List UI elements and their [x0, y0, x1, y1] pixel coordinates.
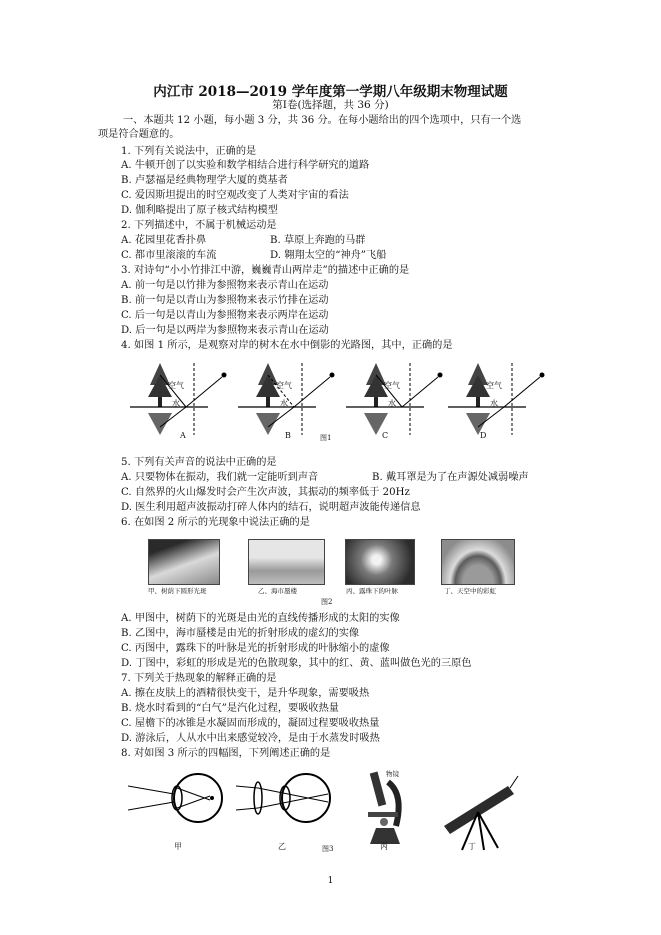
q7-option-b: B. 烧水时看到的“白气”是汽化过程，要吸收热量 [121, 703, 339, 714]
q1-stem: 1. 下列有关说法中，正确的是 [121, 146, 257, 157]
page-number: 1 [327, 876, 334, 886]
q2-option-b: B. 草原上奔跑的马群 [270, 235, 366, 246]
intro-line-1: 一、本题共 12 小题，每小题 3 分，共 36 分。在每小题给出的四个选项中，只有一个选 [123, 115, 522, 126]
section-subtitle: 第Ⅰ卷(选择题，共 36 分) [272, 99, 389, 111]
q1-option-a: A. 牛顿开创了以实验和数学相结合进行科学研究的道路 [121, 160, 370, 171]
figure-3-optics [128, 764, 548, 852]
fig2-caption-1: 甲、树荫下圆形光斑 [148, 587, 207, 595]
q3-stem: 3. 对诗句“小小竹排江中游，巍巍青山两岸走”的描述中正确的是 [121, 265, 410, 276]
intro-line-2: 项是符合题意的。 [98, 129, 180, 140]
q5-option-c: C. 自然界的火山爆发时会产生次声波，其振动的频率低于 20Hz [121, 487, 410, 498]
q8-stem: 8. 对如图 3 所示的四幅图，下列阐述正确的是 [121, 748, 331, 759]
q2-option-a: A. 花园里花香扑鼻 [121, 235, 207, 246]
page-title: 内江市 2018—2019 学年度第一学期八年级期末物理试题 [153, 84, 508, 100]
q1-option-b: B. 卢瑟福是经典物理学大厦的奠基者 [121, 175, 288, 186]
fig1-air-label-d: 空气 [486, 381, 502, 390]
figure-1-light-paths [130, 355, 550, 447]
fig1-label-c: C [382, 431, 389, 440]
fig1-water-label-d: 水 [490, 399, 498, 408]
q5-stem: 5. 下列有关声音的说法中正确的是 [121, 457, 277, 468]
fig2-photo-1 [148, 539, 220, 585]
fig1-air-label-a: 空气 [168, 381, 184, 390]
q7-option-a: A. 擦在皮肤上的酒精很快变干，是升华现象，需要吸热 [121, 688, 370, 699]
fig3-label-4: 丁 [468, 842, 476, 851]
fig1-label-b: B [285, 431, 291, 440]
fig2-caption: 图2 [321, 598, 333, 606]
q4-stem: 4. 如图 1 所示，是观察对岸的树木在水中倒影的光路图，其中，正确的是 [121, 340, 453, 351]
fig1-caption: 图1 [320, 434, 332, 442]
fig3-label-3: 丙 [380, 842, 388, 851]
fig2-caption-3: 丙、露珠下的叶脉 [346, 587, 398, 595]
fig2-caption-2: 乙、海市蜃楼 [258, 587, 297, 595]
q1-option-c: C. 爱因斯坦提出的时空观改变了人类对宇宙的看法 [121, 190, 349, 201]
q6-option-a: A. 甲图中，树荫下的光斑是由光的直线传播形成的太阳的实像 [121, 613, 400, 624]
q6-option-c: C. 丙图中，露珠下的叶脉是光的折射形成的叶脉缩小的虚像 [121, 643, 390, 654]
fig1-air-label-c: 空气 [384, 381, 400, 390]
fig1-air-label-b: 空气 [276, 381, 292, 390]
q6-option-d: D. 丁图中，彩虹的形成是光的色散现象，其中的红、黄、蓝叫做色光的三原色 [121, 658, 472, 669]
fig1-water-label-a: 水 [172, 399, 180, 408]
q7-option-c: C. 屋檐下的冰锥是水凝固而形成的，凝固过程要吸收热量 [121, 718, 380, 729]
fig3-label-1: 甲 [174, 842, 182, 851]
fig2-photo-4 [441, 539, 515, 585]
fig1-water-label-b: 水 [280, 399, 288, 408]
fig1-label-d: D [480, 431, 487, 440]
fig3-caption: 图3 [322, 845, 334, 853]
q6-option-b: B. 乙图中，海市蜃楼是由光的折射形成的虚幻的实像 [121, 628, 360, 639]
fig1-water-label-c: 水 [388, 399, 396, 408]
q5-option-d: D. 医生利用超声波振动打碎人体内的结石，说明超声波能传递信息 [121, 502, 421, 513]
q7-option-d: D. 游泳后，人从水中出来感觉较冷，是由于水蒸发时吸热 [121, 733, 380, 744]
q3-option-b: B. 前一句是以青山为参照物来表示竹排在运动 [121, 295, 329, 306]
q3-option-c: C. 后一句是以青山为参照物来表示两岸在运动 [121, 310, 329, 321]
fig3-telescope [444, 776, 518, 850]
fig3-eye-1 [128, 774, 222, 822]
fig3-microscope [368, 772, 400, 844]
fig3-label-2: 乙 [278, 842, 286, 851]
q2-option-c: C. 都市里滚滚的车流 [121, 250, 217, 261]
fig3-eye-2 [236, 774, 330, 822]
q2-stem: 2. 下列描述中，不属于机械运动是 [121, 220, 277, 231]
q6-stem: 6. 在如图 2 所示的光现象中说法正确的是 [121, 517, 310, 528]
q2-option-d: D. 翱翔太空的“神舟”飞船 [270, 250, 387, 261]
q1-option-d: D. 伽利略提出了原子核式结构模型 [121, 205, 278, 216]
q7-stem: 7. 下列关于热现象的解释正确的是 [121, 673, 277, 684]
q5-option-a: A. 只要物体在振动，我们就一定能听到声音 [121, 472, 319, 483]
fig3-eyepiece-label: 物镜 [386, 770, 399, 778]
fig1-label-a: A [180, 431, 186, 440]
fig2-caption-4: 丁、天空中的彩虹 [444, 587, 496, 595]
q3-option-d: D. 后一句是以两岸为参照物来表示青山在运动 [121, 325, 329, 336]
q3-option-a: A. 前一句是以竹排为参照物来表示青山在运动 [121, 280, 329, 291]
q5-option-b: B. 戴耳罩是为了在声源处减弱噪声 [372, 472, 529, 483]
fig2-photo-2 [248, 539, 325, 585]
fig2-photo-3 [345, 539, 415, 585]
